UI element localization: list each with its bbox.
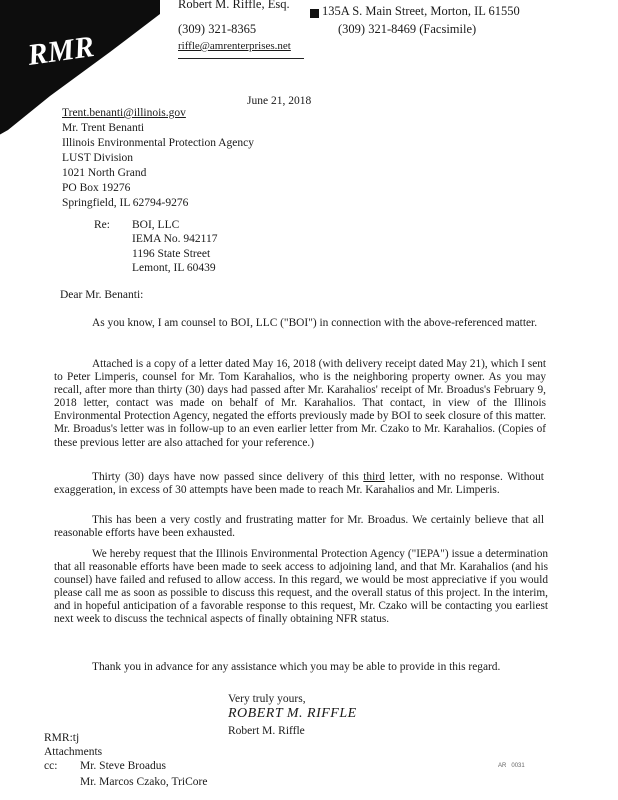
rmr-logo-text: RMR [25, 29, 97, 72]
re-line: IEMA No. 942117 [132, 233, 218, 245]
letterhead-phone: (309) 321-8365 [178, 22, 257, 36]
recipient-line: Mr. Trent Benanti [62, 122, 145, 134]
attachments-label: Attachments [44, 746, 103, 758]
recipient-line: LUST Division [62, 152, 134, 164]
cc-line: Mr. Marcos Czako, TriCore [80, 776, 208, 788]
letterhead-name: Robert M. Riffle, Esq. [178, 0, 290, 11]
body-paragraph-3: Thirty (30) days have now passed since delivery of this third letter, with no response. Without exaggeration, in excess of 30 attempts have been made to reach Mr. Karahalios and Mr. Limperis. [54, 471, 544, 497]
recipient-email[interactable]: Trent.benanti@illinois.gov [62, 107, 186, 119]
printed-name: Robert M. Riffle [228, 725, 305, 737]
letterhead-divider [178, 58, 304, 59]
signature: ROBERT M. RIFFLE [228, 706, 357, 721]
letterhead-fax: (309) 321-8469 (Facsimile) [338, 22, 477, 36]
valediction: Very truly yours, [228, 693, 306, 705]
cc-label: cc: [44, 760, 58, 772]
body-paragraph-6: Thank you in advance for any assistance which you may be able to provide in this regard. [92, 661, 501, 673]
salutation: Dear Mr. Benanti: [60, 289, 144, 301]
body-paragraph-4: This has been a very costly and frustrating matter for Mr. Broadus. We certainly believe that all reasonable efforts have been exhausted. [54, 514, 544, 540]
body-paragraph-1: As you know, I am counsel to BOI, LLC ("BOI") in connection with the above-referenced matter. [92, 317, 538, 329]
re-line: 1196 State Street [132, 248, 211, 260]
re-label: Re: [94, 219, 110, 231]
recipient-line: PO Box 19276 [62, 182, 131, 194]
recipient-line: Springfield, IL 62794-9276 [62, 197, 189, 209]
letterhead-email[interactable]: riffle@amrenterprises.net [178, 40, 291, 52]
re-line: Lemont, IL 60439 [132, 262, 216, 274]
emphasis-third: third [363, 471, 385, 483]
letterhead-address: 135A S. Main Street, Morton, IL 61550 [322, 4, 520, 18]
typist-initials: RMR:tj [44, 732, 80, 744]
recipient-line: Illinois Environmental Protection Agency [62, 137, 254, 149]
letter-date: June 21, 2018 [247, 95, 312, 107]
cc-line: Mr. Steve Broadus [80, 760, 166, 772]
body-paragraph-5: We hereby request that the Illinois Environmental Protection Agency ("IEPA") issue a determination that all reasonable efforts have been made to seek access to adjoining land, and that Mr. Karahalios (and his counsel) have failed and refused to allow access. In this regard, we would be most appreciative if you would please call me as soon as possible to discuss this request, and the overall status of this project. In the interim, and in hopeful anticipation of a favorable response to this request, Mr. Czako will be contacting you earliest next week to discuss the technical aspects of finally obtaining NFR status. [54, 548, 548, 626]
letterhead-bullet-icon [310, 9, 319, 18]
body-paragraph-2: Attached is a copy of a letter dated May 16, 2018 (with delivery receipt dated May 21), which I sent to Peter Limperis, counsel for Mr. Tom Karahalios, who is the neighboring property owner. As you may recall, after more than thirty (30) days had passed after Mr. Karahalios' receipt of Mr. Broadus's February 9, 2018 letter, contact was made on behalf of Mr. Karahalios. That contact, in view of the Illinois Environmental Protection Agency, negated the efforts previously made by BOI to seek closure of this matter. Mr. Broadus's letter was in follow-up to an even earlier letter from Mr. Czako to Mr. Karahalios. (Copies of these previous letter are also attached for your reference.) [54, 358, 546, 449]
recipient-line: 1021 North Grand [62, 167, 147, 179]
re-line: BOI, LLC [132, 219, 180, 231]
page-stamp: AR 0031 [498, 763, 525, 769]
